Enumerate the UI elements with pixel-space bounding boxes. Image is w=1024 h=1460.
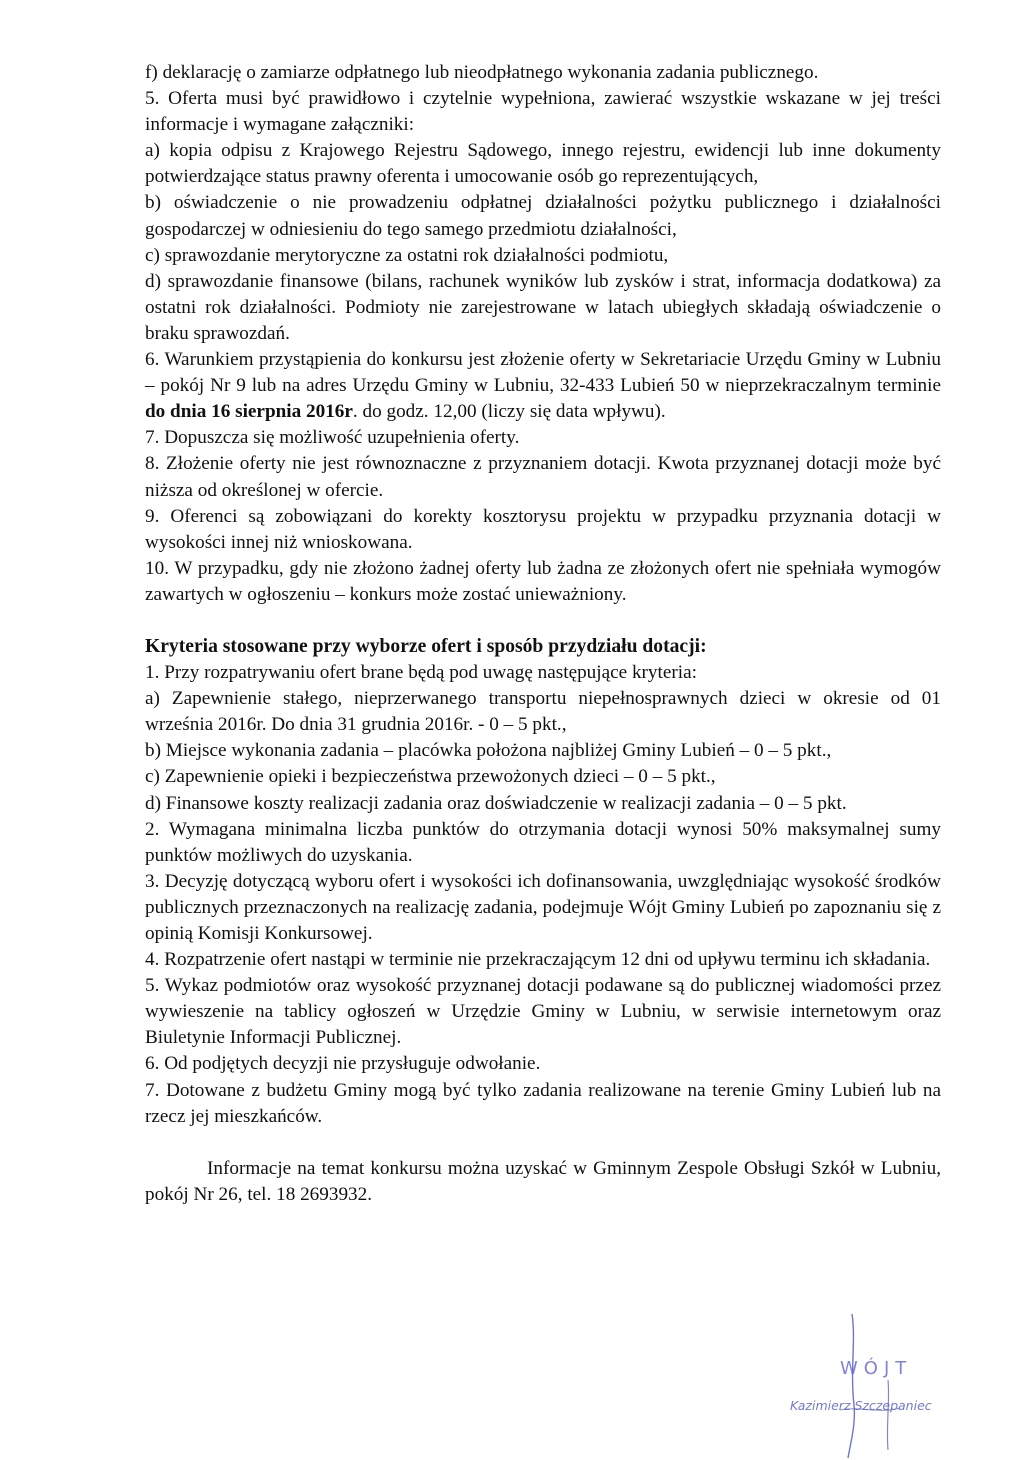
info-paragraph: Informacje na temat konkursu można uzyskać w Gminnym Zespole Obsługi Szkół w Lubniu, pokój Nr 26, tel. 18 2693932.: [145, 1157, 941, 1205]
criteria-1c: c) Zapewnienie opieki i bezpieczeństwa przewożonych dzieci – 0 – 5 pkt.,: [145, 766, 716, 788]
paragraph-10: 10. W przypadku, gdy nie złożono żadnej oferty lub żadna ze złożonych ofert nie spełniała wymogów zawartych w ogłoszeniu – konkurs może zostać unieważniony.: [145, 557, 941, 605]
signature-stamp-title: WÓJT: [840, 1358, 913, 1379]
signature-scribble: [830, 1310, 920, 1460]
paragraph-8: 8. Złożenie oferty nie jest równoznaczne z przyznaniem dotacji. Kwota przyznanej dotacji może być niższa od określonej w ofercie.: [145, 453, 941, 501]
criteria-1a: a) Zapewnienie stałego, nieprzerwanego transportu niepełnosprawnych dzieci w okresie od 01 września 2016r. Do dnia 31 grudnia 2016r. - 0 – 5 pkt.,: [145, 688, 941, 736]
criteria-1d: d) Finansowe koszty realizacji zadania oraz doświadczenie w realizacji zadania – 0 – 5 pkt.: [145, 792, 847, 814]
criteria-4: 4. Rozpatrzenie ofert nastąpi w terminie nie przekraczającym 12 dni od upływu terminu ich składania.: [145, 949, 931, 971]
paragraph-9: 9. Oferenci są zobowiązani do korekty kosztorysu projektu w przypadku przyznania dotacji w wysokości innej niż wnioskowana.: [145, 505, 941, 553]
document-body: [145, 60, 941, 1208]
paragraph-5a-krs: a) kopia odpisu z Krajowego Rejestru Sądowego, innego rejestru, ewidencji lub inne dokumenty potwierdzające status prawny oferenta i umocowanie osób go reprezentujących,: [145, 140, 941, 188]
paragraph-5d-financial-report: d) sprawozdanie finansowe (bilans, rachunek wyników lub zysków i strat, informacja dodatkowa) za ostatni rok działalności. Podmioty nie zarejestrowane w latach ubiegłych składają oświadczenie o braku sprawozdań.: [145, 270, 941, 344]
criteria-heading: Kryteria stosowane przy wyborze ofert i sposób przydziału dotacji:: [145, 635, 707, 657]
criteria-7: 7. Dotowane z budżetu Gminy mogą być tylko zadania realizowane na terenie Gminy Lubień lub na rzecz jej mieszkańców.: [145, 1079, 941, 1127]
deadline-text-before: 6. Warunkiem przystąpienia do konkursu jest złożenie oferty w Sekretariacie Urzędu Gminy w Lubniu – pokój Nr 9 lub na adres Urzędu Gminy w Lubniu, 32-433 Lubień 50 w nieprzekraczalnym terminie: [145, 349, 941, 397]
deadline-text-after: . do godz. 12,00 (liczy się data wpływu).: [352, 401, 666, 423]
paragraph-6-deadline: [145, 347, 941, 425]
criteria-1: 1. Przy rozpatrywaniu ofert brane będą pod uwagę następujące kryteria:: [145, 662, 697, 684]
criteria-6: 6. Od podjętych decyzji nie przysługuje odwołanie.: [145, 1053, 541, 1075]
paragraph-5c-report: c) sprawozdanie merytoryczne za ostatni rok działalności podmiotu,: [145, 244, 669, 266]
signature-stamp-name: Kazimierz Szczepaniec: [790, 1398, 932, 1413]
deadline-date: do dnia 16 sierpnia 2016r: [145, 401, 353, 423]
paragraph-f-declaration: f) deklarację o zamiarze odpłatnego lub nieodpłatnego wykonania zadania publicznego.: [145, 62, 819, 83]
paragraph-7: 7. Dopuszcza się możliwość uzupełnienia oferty.: [145, 427, 520, 449]
paragraph-5-offer-requirements: 5. Oferta musi być prawidłowo i czytelnie wypełniona, zawierać wszystkie wskazane w jej treści informacje i wymagane załączniki:: [145, 88, 941, 136]
criteria-2: 2. Wymagana minimalna liczba punktów do otrzymania dotacji wynosi 50% maksymalnej sumy punktów możliwych do uzyskania.: [145, 818, 941, 866]
criteria-5: 5. Wykaz podmiotów oraz wysokość przyznanej dotacji podawane są do publicznej wiadomości przez wywieszenie na tablicy ogłoszeń w Urzędzie Gminy w Lubniu, w serwisie internetowym oraz Biuletynie Informacji Publicznej.: [145, 975, 941, 1049]
criteria-1b: b) Miejsce wykonania zadania – placówka położona najbliżej Gminy Lubień – 0 – 5 pkt.,: [145, 740, 832, 762]
criteria-3: 3. Decyzję dotyczącą wyboru ofert i wysokości ich dofinansowania, uwzględniając wysokość środków publicznych przeznaczonych na realizację zadania, podejmuje Wójt Gminy Lubień po zapoznaniu się z opinią Komisji Konkursowej.: [145, 870, 941, 944]
paragraph-5b-statement: b) oświadczenie o nie prowadzeniu odpłatnej działalności pożytku publicznego i działalności gospodarczej w odniesieniu do tego samego przedmiotu działalności,: [145, 192, 941, 240]
